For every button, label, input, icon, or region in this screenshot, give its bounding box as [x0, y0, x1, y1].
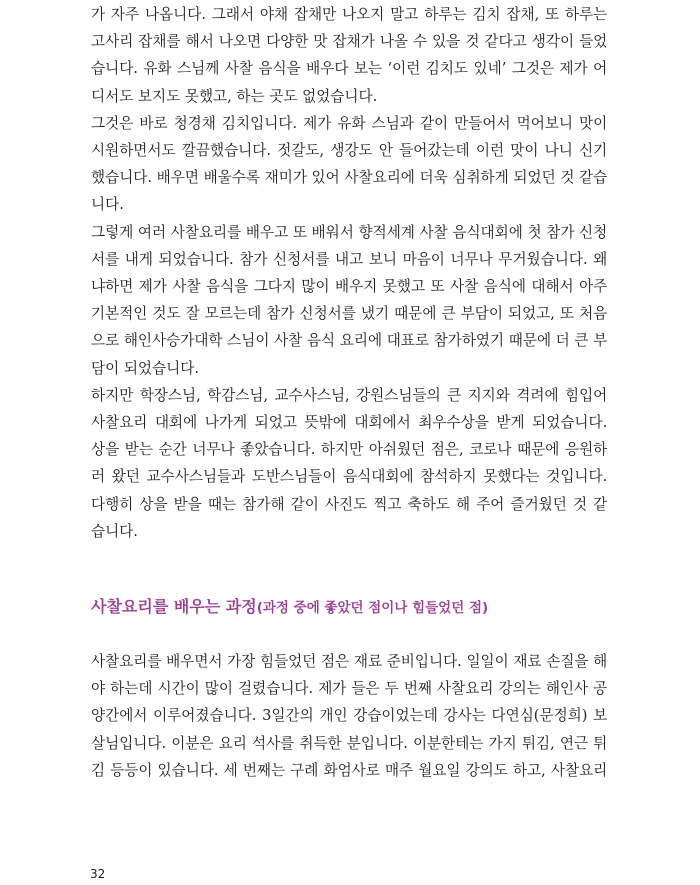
- text-line: 다행히 상을 받을 때는 참가해 같이 사진도 찍고 축하도 해 주어 즐거웠던 것 같: [91, 495, 608, 513]
- text-line: 하지만 학장스님, 학감스님, 교수사스님, 강원스님들의 큰 지지와 격려에 힘입어: [91, 386, 608, 404]
- text-line: 으로 해인사승가대학 스님이 사찰 음식 요리에 대표로 참가하였기 때문에 더 큰 부: [91, 332, 608, 350]
- paragraph: [91, 648, 607, 784]
- text-line: 니다.: [91, 196, 124, 214]
- paragraph: [91, 110, 607, 219]
- text-line: 러 왔던 교수사스님들과 도반스님들이 음식대회에 참석하지 못했다는 것입니다.: [91, 468, 608, 486]
- section-heading-main: 사찰요리를 배우는 과정: [91, 597, 257, 616]
- text-line: 가 자주 나옵니다. 그래서 야채 잡채만 나오지 말고 하루는 김치 잡채, 또 하루는: [91, 6, 608, 23]
- text-line: 사찰요리 대회에 나가게 되었고 뜻밖에 대회에서 최우수상을 받게 되었습니다.: [91, 414, 608, 432]
- text-line: 살님입니다. 이분은 요리 석사를 취득한 분입니다. 이분한테는 가지 튀김, 연근 튀: [91, 734, 608, 752]
- paragraph: [91, 382, 607, 545]
- text-line: 사찰요리를 배우면서 가장 힘들었던 점은 재료 준비입니다. 일일이 재료 손질을 해: [91, 653, 608, 670]
- text-line: 고사리 잡채를 해서 나오면 다양한 맛 잡채가 나올 수 있을 것 같다고 생각이 들었: [91, 33, 608, 51]
- text-line: 습니다. 유화 스님께 사찰 음식을 배우다 보는 ‘이런 김치도 있네’ 그것은 제가 어: [91, 60, 608, 78]
- page-number: 32: [90, 867, 106, 881]
- text-line: 그렇게 여러 사찰요리를 배우고 또 배워서 향적세계 사찰 음식대회에 첫 참가 신청: [91, 223, 608, 241]
- text-line: 했습니다. 배우면 배울수록 재미가 있어 사찰요리에 더욱 심취하게 되었던 것 같습: [91, 169, 608, 187]
- text-line: 담이 되었습니다.: [91, 359, 199, 377]
- text-line: 디서도 보지도 못했고, 하는 곳도 없었습니다.: [91, 87, 378, 105]
- text-line: 양간에서 이루어졌습니다. 3일간의 개인 강습이었는데 강사는 다연심(문정희) 보: [91, 707, 608, 725]
- section-heading: [91, 596, 488, 619]
- text-line: 그것은 바로 청경채 김치입니다. 제가 유화 스님과 같이 만들어서 먹어보니 맛이: [91, 114, 608, 132]
- text-line: 습니다.: [91, 522, 138, 540]
- text-line: 야 하는데 시간이 많이 걸렸습니다. 제가 들은 두 번째 사찰요리 강의는 해인사 공: [91, 680, 608, 698]
- section-heading-sub: (과정 중에 좋았던 점이나 힘들었던 점): [256, 600, 489, 616]
- text-line: 냐하면 제가 사찰 음식을 그다지 많이 배우지 못했고 또 사찰 음식에 대해서 아주: [91, 278, 608, 296]
- paragraph: [91, 219, 607, 382]
- paragraph: [91, 1, 607, 110]
- body-text-section-1: [91, 1, 607, 545]
- text-line: 상을 받는 순간 너무나 좋았습니다. 하지만 아쉬웠던 점은, 코로나 때문에 응원하: [91, 441, 608, 459]
- text-line: 시원하면서도 깔끔했습니다. 젓갈도, 생강도 안 들어갔는데 이런 맛이 나니 신기: [91, 142, 608, 160]
- body-text-section-2: [91, 648, 607, 784]
- text-line: 서를 내게 되었습니다. 참가 신청서를 내고 보니 마음이 너무나 무거웠습니다. 왜: [91, 250, 608, 268]
- text-line: 기본적인 것도 잘 모르는데 참가 신청서를 냈기 때문에 큰 부담이 되었고, 또 처음: [91, 305, 608, 323]
- text-line: 김 등등이 있습니다. 세 번째는 구례 화엄사로 매주 월요일 강의도 하고, 사찰요리: [91, 761, 608, 779]
